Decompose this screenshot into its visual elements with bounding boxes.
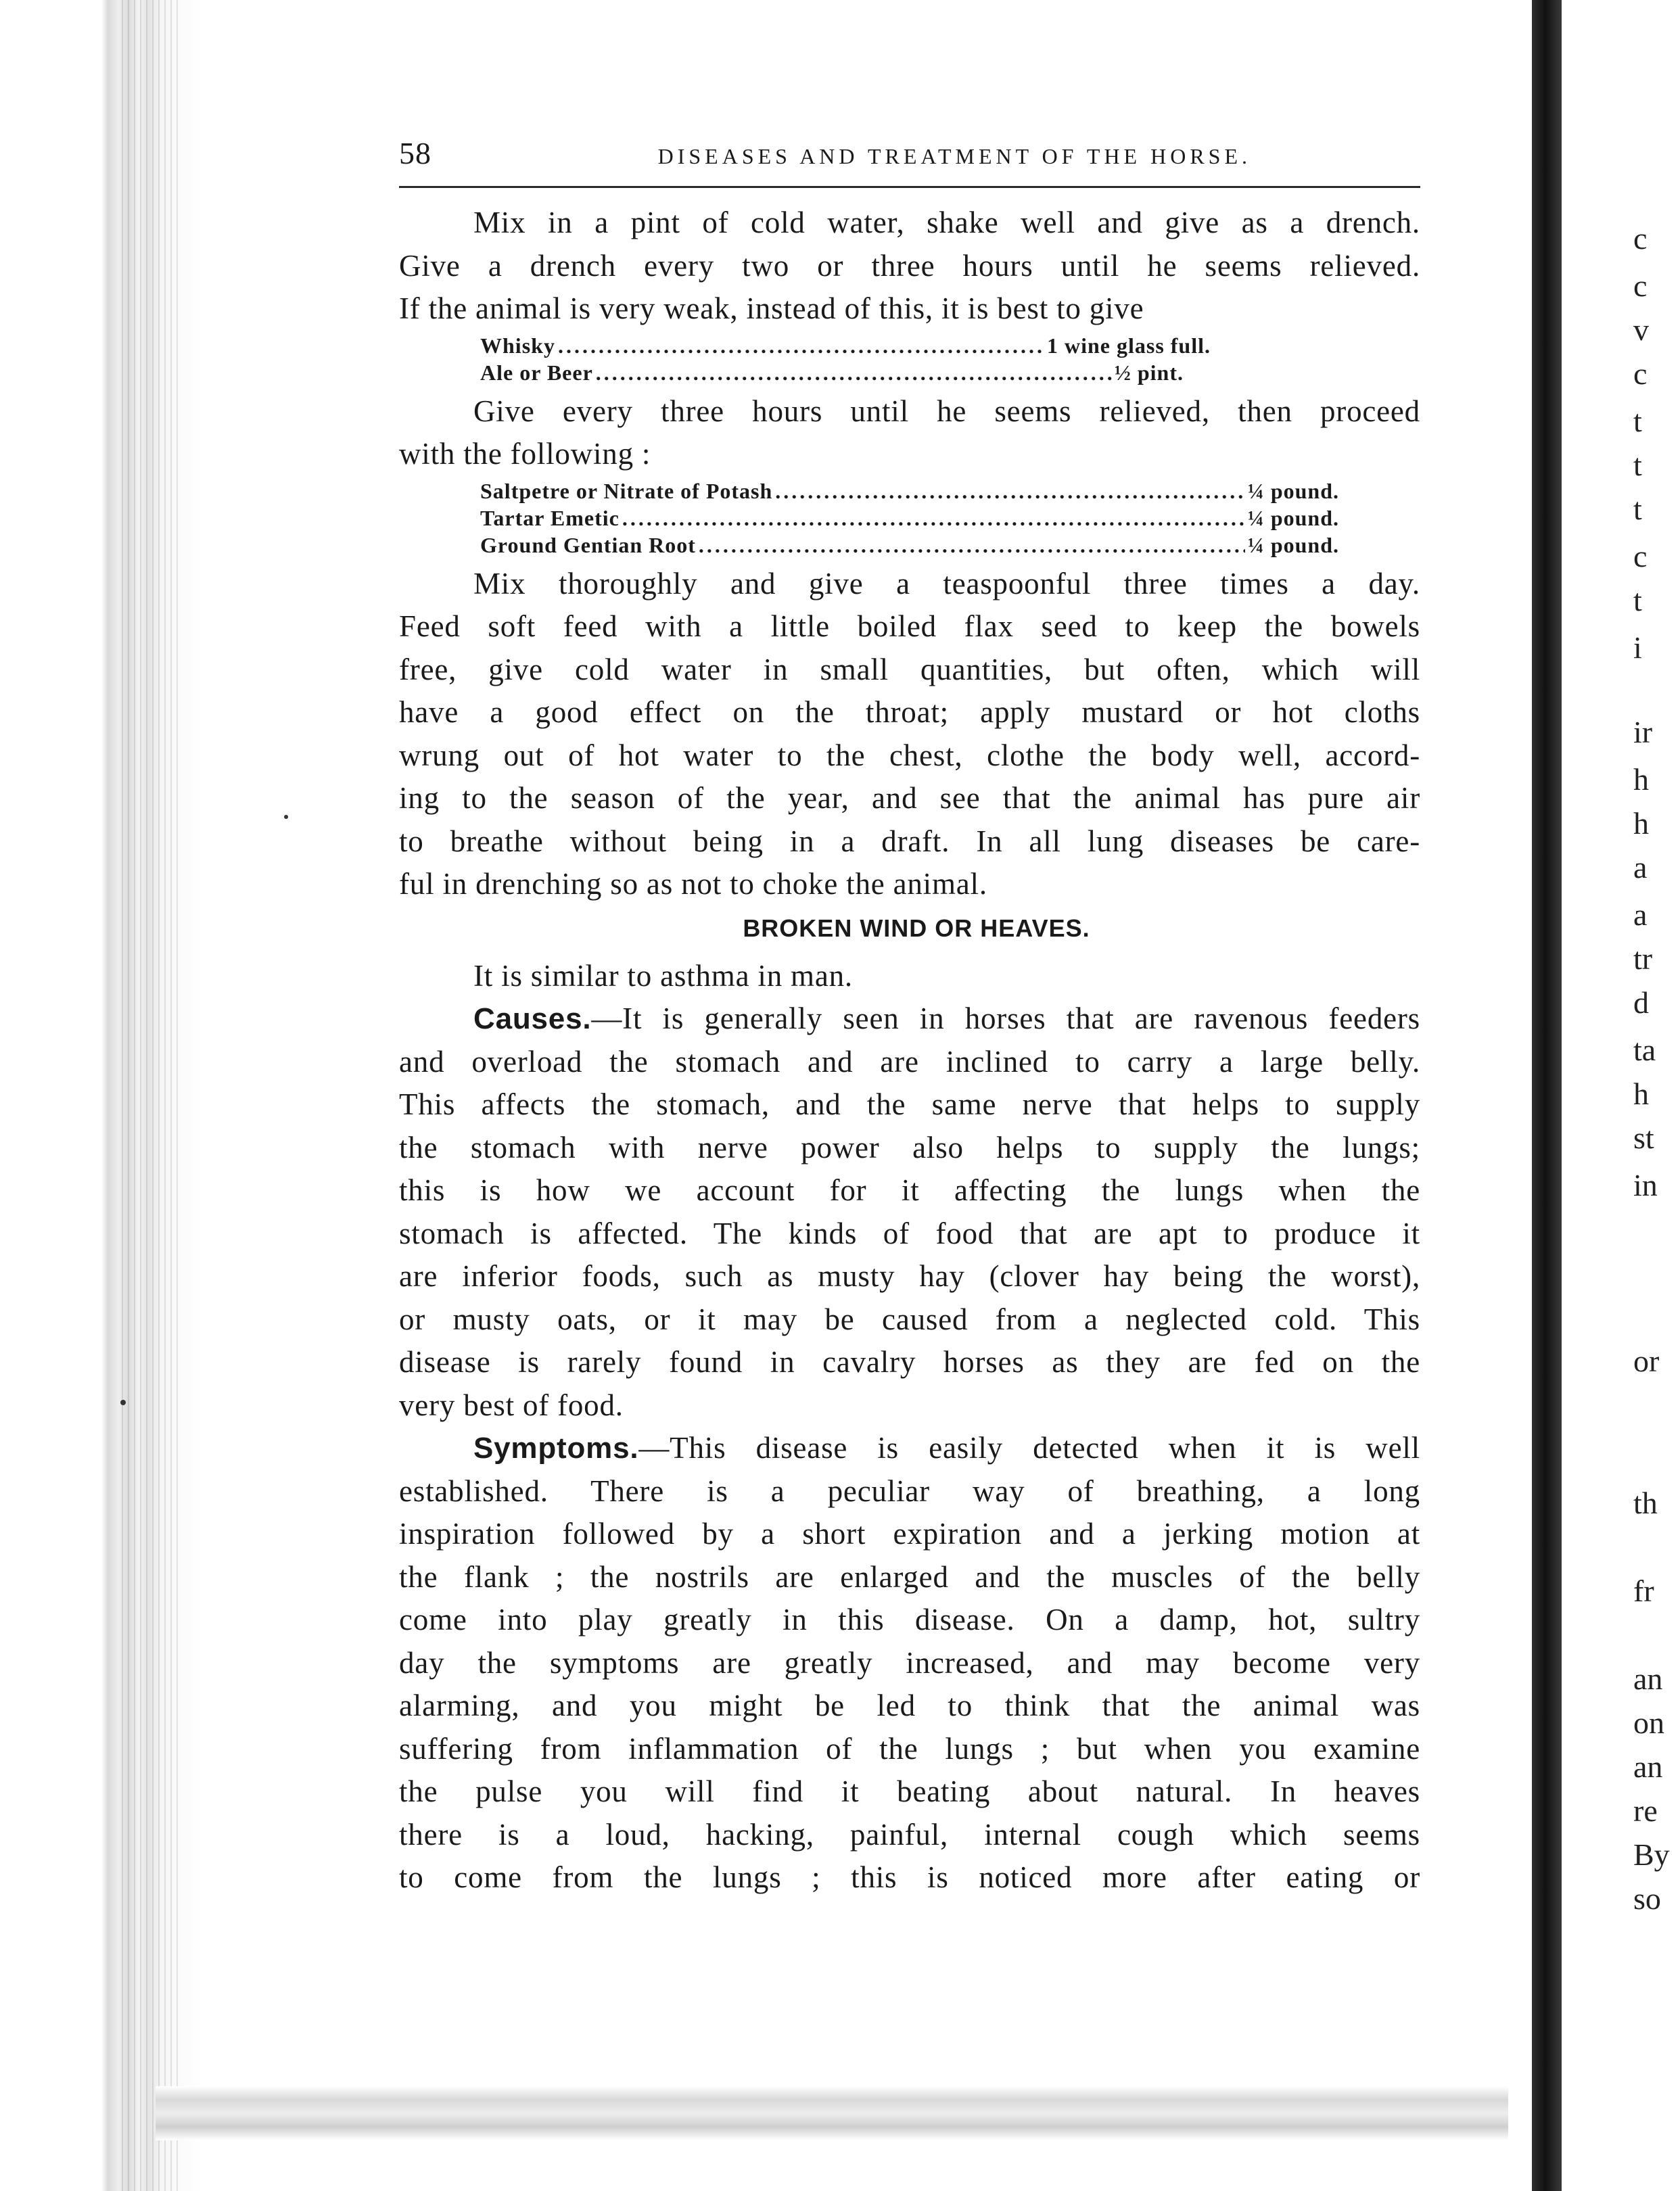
text-line: It is similar to asthma in man. bbox=[473, 958, 853, 993]
facing-page-fragment: v bbox=[1633, 312, 1649, 347]
text-line: wrung out of hot water to the chest, clothe the body well, accord- bbox=[399, 738, 1420, 772]
text-line: very best of food. bbox=[399, 1388, 624, 1422]
text-line: with the following : bbox=[399, 437, 651, 471]
causes-paragraph bbox=[399, 997, 1420, 1427]
text-line: the pulse you will find it beating about natural. In heaves bbox=[399, 1774, 1420, 1808]
leader-dots bbox=[699, 532, 1245, 559]
recipe-item bbox=[480, 332, 1211, 359]
text-line: the stomach with nerve power also helps to supply the lungs; bbox=[399, 1130, 1420, 1164]
text-line: and overload the stomach and are inclined to carry a large belly. bbox=[399, 1044, 1420, 1079]
ingredient-name: Saltpetre or Nitrate of Potash bbox=[480, 478, 773, 503]
symptoms-first-line: —This disease is easily detected when it is well bbox=[638, 1431, 1420, 1465]
text-line: inspiration followed by a short expiration and a jerking motion at bbox=[399, 1517, 1420, 1551]
text-line: suffering from inflammation of the lungs ; but when you examine bbox=[399, 1731, 1420, 1766]
symptoms-paragraph bbox=[399, 1427, 1420, 1900]
paragraph-treatment bbox=[399, 563, 1420, 906]
facing-page-fragment: h bbox=[1633, 762, 1649, 797]
running-head: DISEASES AND TREATMENT OF THE HORSE. bbox=[657, 144, 1251, 168]
text-line: the flank ; the nostrils are enlarged and the muscles of the belly bbox=[399, 1559, 1420, 1594]
page-bottom-edge bbox=[156, 2086, 1508, 2140]
text-line: alarming, and you might be led to think that the animal was bbox=[399, 1689, 1420, 1722]
causes-label: Causes. bbox=[473, 1002, 592, 1035]
facing-page-fragment: on bbox=[1633, 1705, 1664, 1740]
causes-first-line: —It is generally seen in horses that are ravenous feeders bbox=[591, 1002, 1420, 1035]
facing-page-fragment: in bbox=[1633, 1168, 1658, 1202]
text-line: established. There is a peculiar way of breathing, a long bbox=[399, 1474, 1420, 1508]
text-line: have a good effect on the throat; apply mustard or hot cloths bbox=[399, 695, 1420, 729]
ingredient-amount: ¼ pound. bbox=[1247, 505, 1339, 530]
facing-page-fragment: c bbox=[1633, 221, 1648, 256]
facing-page-fragment: fr bbox=[1633, 1574, 1654, 1608]
facing-page-fragment: an bbox=[1633, 1662, 1663, 1696]
facing-page-fragment: d bbox=[1633, 985, 1649, 1020]
text-line: Mix in a pint of cold water, shake well and give as a drench. bbox=[473, 206, 1420, 239]
ingredient-amount: ¼ pound. bbox=[1247, 532, 1339, 557]
intro-paragraph bbox=[399, 202, 1420, 331]
page-header bbox=[399, 135, 1420, 188]
text-line: stomach is affected. The kinds of food that are apt to produce it bbox=[399, 1216, 1420, 1250]
facing-page-fragment: c bbox=[1633, 268, 1648, 303]
ingredient-name: Tartar Emetic bbox=[480, 505, 620, 530]
text-line: Give every three hours until he seems relieved, then proceed bbox=[473, 394, 1420, 428]
facing-page-fragment: c bbox=[1633, 356, 1648, 391]
facing-page-fragment: st bbox=[1633, 1121, 1654, 1155]
ingredient-name: Ale or Beer bbox=[480, 360, 593, 385]
facing-page-fragment: ir bbox=[1633, 715, 1653, 749]
recipe-item bbox=[480, 359, 1184, 386]
symptoms-label: Symptoms. bbox=[473, 1432, 639, 1465]
text-line: or musty oats, or it may be caused from a neglected cold. This bbox=[399, 1302, 1420, 1336]
text-line: this is how we account for it affecting the lungs when the bbox=[399, 1173, 1420, 1207]
text-line: day the symptoms are greatly increased, and may become very bbox=[399, 1645, 1420, 1680]
ingredient-amount: 1 wine glass full. bbox=[1046, 333, 1211, 358]
recipe-list-liquor bbox=[399, 332, 1211, 386]
leader-dots bbox=[596, 359, 1112, 386]
facing-page-fragment: or bbox=[1633, 1344, 1660, 1378]
section-intro bbox=[399, 955, 1420, 998]
facing-page-fragment: h bbox=[1633, 806, 1649, 841]
ingredient-amount: ¼ pound. bbox=[1247, 478, 1339, 503]
text-line: there is a loud, hacking, painful, internal cough which seems bbox=[399, 1817, 1420, 1852]
facing-page-fragment: By bbox=[1633, 1837, 1670, 1872]
text-line: Mix thoroughly and give a teaspoonful three times a day. bbox=[473, 566, 1420, 600]
facing-page-fragment: ta bbox=[1633, 1033, 1656, 1067]
text-line: come into play greatly in this disease. On a damp, hot, sultry bbox=[399, 1603, 1420, 1636]
leader-dots bbox=[558, 332, 1044, 359]
facing-page-fragment: an bbox=[1633, 1749, 1663, 1784]
book-spine-shadow bbox=[1532, 0, 1562, 2191]
text-line: This affects the stomach, and the same nerve that helps to supply bbox=[399, 1087, 1420, 1121]
page-content bbox=[399, 135, 1420, 1900]
recipe-item bbox=[480, 504, 1339, 532]
facing-page-fragment: re bbox=[1633, 1793, 1658, 1828]
facing-page-fragment: c bbox=[1633, 539, 1648, 573]
text-line bbox=[399, 1427, 1420, 1470]
recipe-item bbox=[480, 532, 1339, 559]
text-line bbox=[399, 997, 1420, 1041]
facing-page-fragment: a bbox=[1633, 897, 1648, 932]
text-line: to come from the lungs ; this is noticed more after eating or bbox=[399, 1860, 1420, 1894]
text-line: ing to the season of the year, and see that the animal has pure air bbox=[399, 781, 1420, 815]
text-line: are inferior foods, such as musty hay (clover hay being the worst), bbox=[399, 1259, 1420, 1293]
page-number: 58 bbox=[399, 136, 431, 170]
paragraph-then-proceed bbox=[399, 390, 1420, 476]
text-line: Give a drench every two or three hours until he seems relieved. bbox=[399, 248, 1420, 283]
dust-speck bbox=[284, 815, 288, 819]
text-line: to breathe without being in a draft. In all lung diseases be care- bbox=[399, 824, 1420, 858]
text-line: If the animal is very weak, instead of this, it is best to give bbox=[399, 291, 1144, 325]
facing-page-fragment: a bbox=[1633, 850, 1648, 885]
recipe-item bbox=[480, 477, 1339, 504]
facing-page-fragment: tr bbox=[1633, 941, 1653, 976]
section-heading: BROKEN WIND OR HEAVES. bbox=[743, 914, 1090, 942]
page-stack-edge bbox=[0, 0, 223, 2191]
leader-dots bbox=[622, 504, 1245, 532]
facing-page-fragment: i bbox=[1633, 630, 1642, 665]
dust-speck bbox=[120, 1400, 126, 1405]
page-stack-lines bbox=[122, 0, 183, 2191]
facing-page-fragment: t bbox=[1633, 404, 1642, 438]
text-line: ful in drenching so as not to choke the animal. bbox=[399, 867, 987, 901]
text-line: free, give cold water in small quantities, but often, which will bbox=[399, 652, 1420, 686]
recipe-list-medicine bbox=[399, 477, 1339, 559]
leader-dots bbox=[775, 477, 1245, 504]
ingredient-name: Ground Gentian Root bbox=[480, 532, 696, 557]
text-line: Feed soft feed with a little boiled flax seed to keep the bowels bbox=[399, 609, 1420, 643]
facing-page-fragment: h bbox=[1633, 1077, 1649, 1111]
facing-page-fragment: th bbox=[1633, 1486, 1658, 1520]
facing-page-fragment: t bbox=[1633, 448, 1642, 482]
facing-page-fragment: so bbox=[1633, 1881, 1661, 1916]
facing-page-fragment: t bbox=[1633, 583, 1642, 617]
text-line: disease is rarely found in cavalry horses as they are fed on the bbox=[399, 1345, 1420, 1379]
facing-page-fragment: t bbox=[1633, 492, 1642, 526]
ingredient-name: Whisky bbox=[480, 333, 555, 358]
ingredient-amount: ½ pint. bbox=[1114, 360, 1184, 385]
